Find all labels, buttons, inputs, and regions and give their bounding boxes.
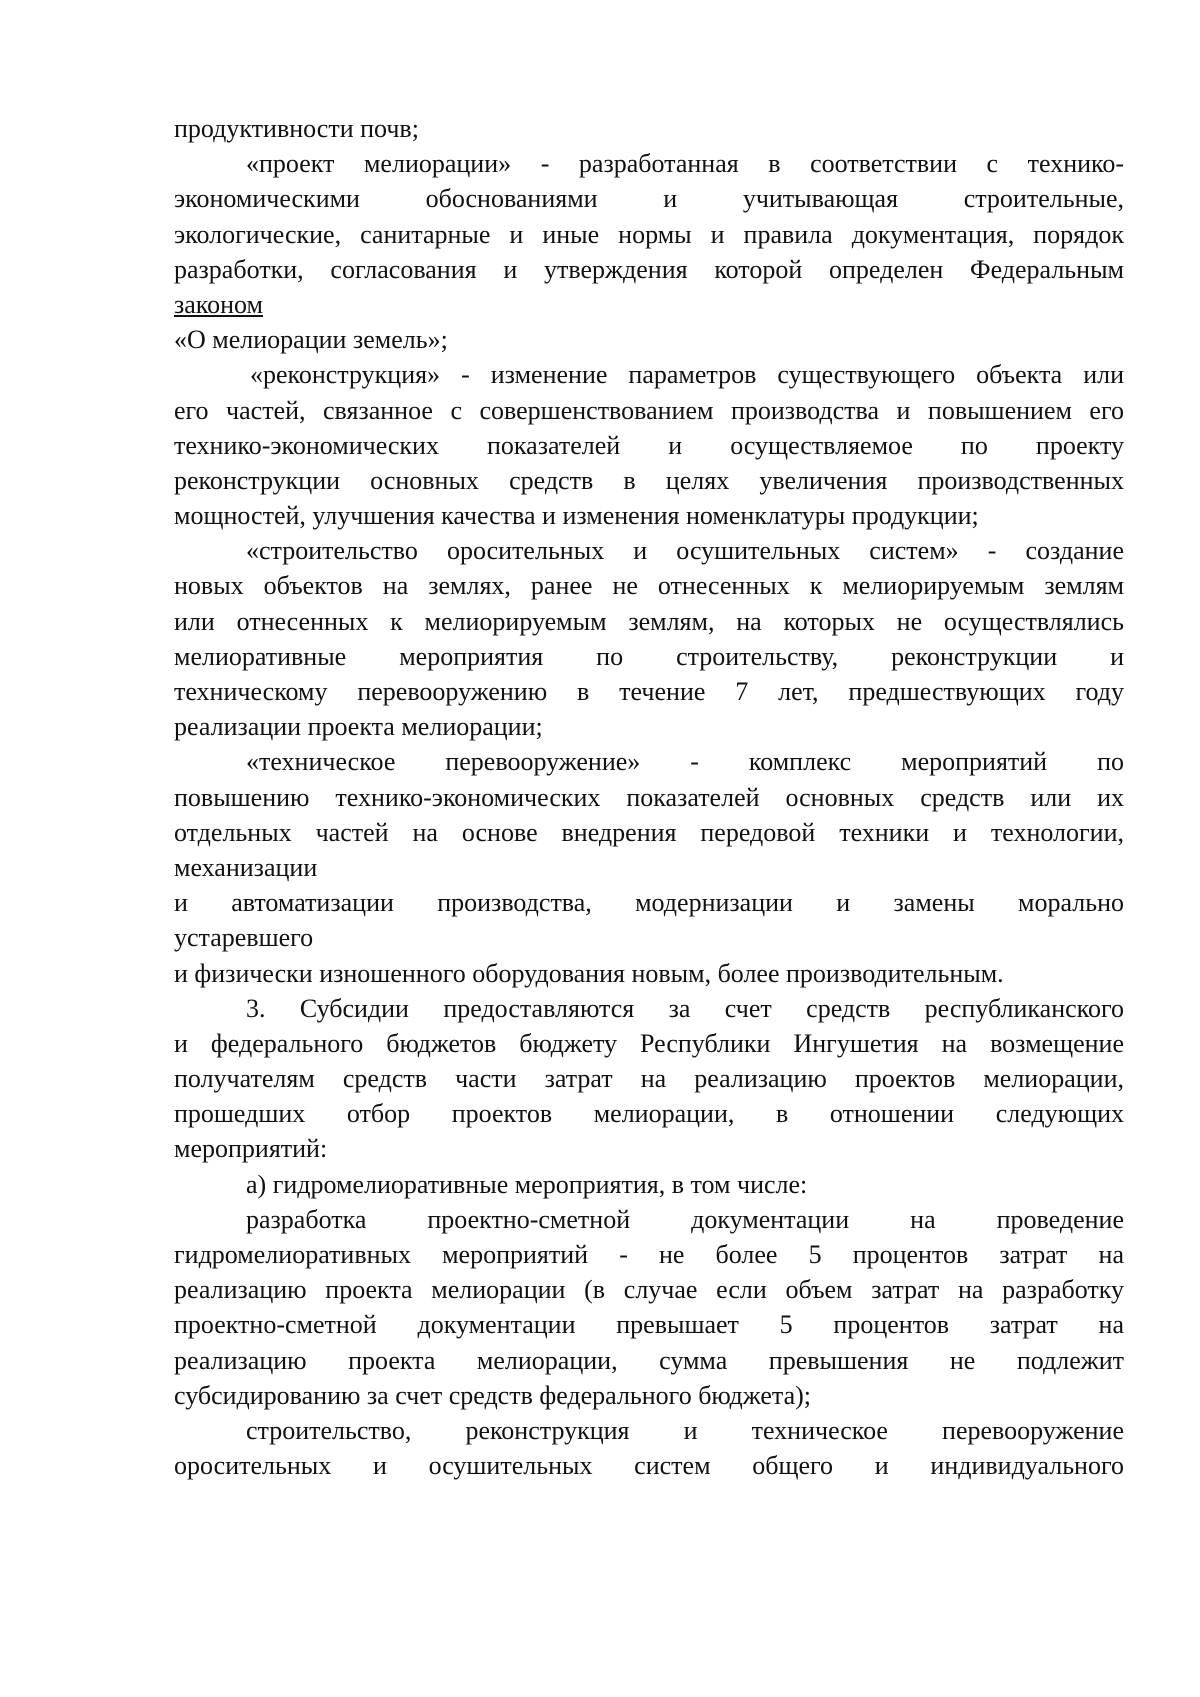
text-line: новых объектов на землях, ранее не отнесенных к мелиорируемым землям <box>174 571 1124 601</box>
law-link[interactable]: законом <box>174 289 263 319</box>
text-line: мероприятий: <box>174 1134 328 1164</box>
document-body <box>174 111 1124 1483</box>
text-line: «проект мелиорации» - разработанная в соответствии с технико- <box>246 149 1124 179</box>
text-line: техническому перевооружению в течение 7 лет, предшествующих году <box>174 677 1124 706</box>
text-line: реализацию проекта мелиорации (в случае если объем затрат на разработку <box>174 1275 1124 1305</box>
text-line: повышению технико-экономических показателей основных средств или их <box>174 782 1124 812</box>
text-line: строительство, реконструкция и техническое перевооружение <box>246 1415 1124 1445</box>
text-line: оросительных и осушительных систем общего и индивидуального <box>174 1451 1124 1481</box>
text-line: прошедших отбор проектов мелиорации, в отношении следующих <box>174 1099 1124 1129</box>
text-line: или отнесенных к мелиорируемым землям, на которых не осуществлялись <box>174 606 1124 636</box>
text-line: разработка проектно-сметной документации на проведение <box>246 1204 1124 1234</box>
text-line: гидромелиоративных мероприятий - не более 5 процентов затрат на <box>174 1240 1124 1269</box>
text-line: механизации <box>174 852 318 882</box>
text-line: разработки, согласования и утверждения которой определен Федеральным <box>174 254 1124 284</box>
text-line: «техническое перевооружение» - комплекс мероприятий по <box>246 747 1124 777</box>
text-line: «строительство оросительных и осушительных систем» - создание <box>246 536 1124 566</box>
text-line: «О мелиорации земель»; <box>174 325 448 355</box>
text-line: отдельных частей на основе внедрения передовой техники и технологии, <box>174 817 1124 847</box>
text-line: и автоматизации производства, модернизации и замены морально <box>174 888 1124 918</box>
text-line: экономическими обоснованиями и учитывающая строительные, <box>174 184 1124 214</box>
text-line: реализации проекта мелиорации; <box>174 712 543 742</box>
text-line: экологические, санитарные и иные нормы и правила документация, порядок <box>174 219 1124 249</box>
text-line: 3. Субсидии предоставляются за счет средств республиканского <box>246 993 1124 1023</box>
text-line: реализацию проекта мелиорации, сумма превышения не подлежит <box>174 1345 1124 1375</box>
text-line: проектно-сметной документации превышает 5 процентов затрат на <box>174 1310 1124 1340</box>
text-line: и федерального бюджетов бюджету Республики Ингушетия на возмещение <box>174 1028 1124 1058</box>
text-line: получателям средств части затрат на реализацию проектов мелиорации, <box>174 1064 1124 1094</box>
text-line <box>174 287 1124 322</box>
text-line: мелиоративные мероприятия по строительству, реконструкции и <box>174 641 1124 671</box>
text-line: технико-экономических показателей и осуществляемое по проекту <box>174 430 1124 460</box>
text-line: субсидированию за счет средств федерального бюджета); <box>174 1380 812 1410</box>
text-line: его частей, связанное с совершенствованием производства и повышением его <box>174 395 1124 425</box>
text-line: реконструкции основных средств в целях увеличения производственных <box>174 465 1124 495</box>
text-line: «реконструкция» - изменение параметров существующего объекта или <box>250 360 1124 390</box>
text-line: а) гидромелиоративные мероприятия, в том числе: <box>246 1169 808 1199</box>
text-line: продуктивности почв; <box>174 114 419 143</box>
text-line: устаревшего <box>174 923 314 953</box>
document-page <box>174 111 1124 1483</box>
text-line: и физически изношенного оборудования новым, более производительным. <box>174 958 1004 988</box>
text-line: мощностей, улучшения качества и изменения номенклатуры продукции; <box>174 501 979 531</box>
